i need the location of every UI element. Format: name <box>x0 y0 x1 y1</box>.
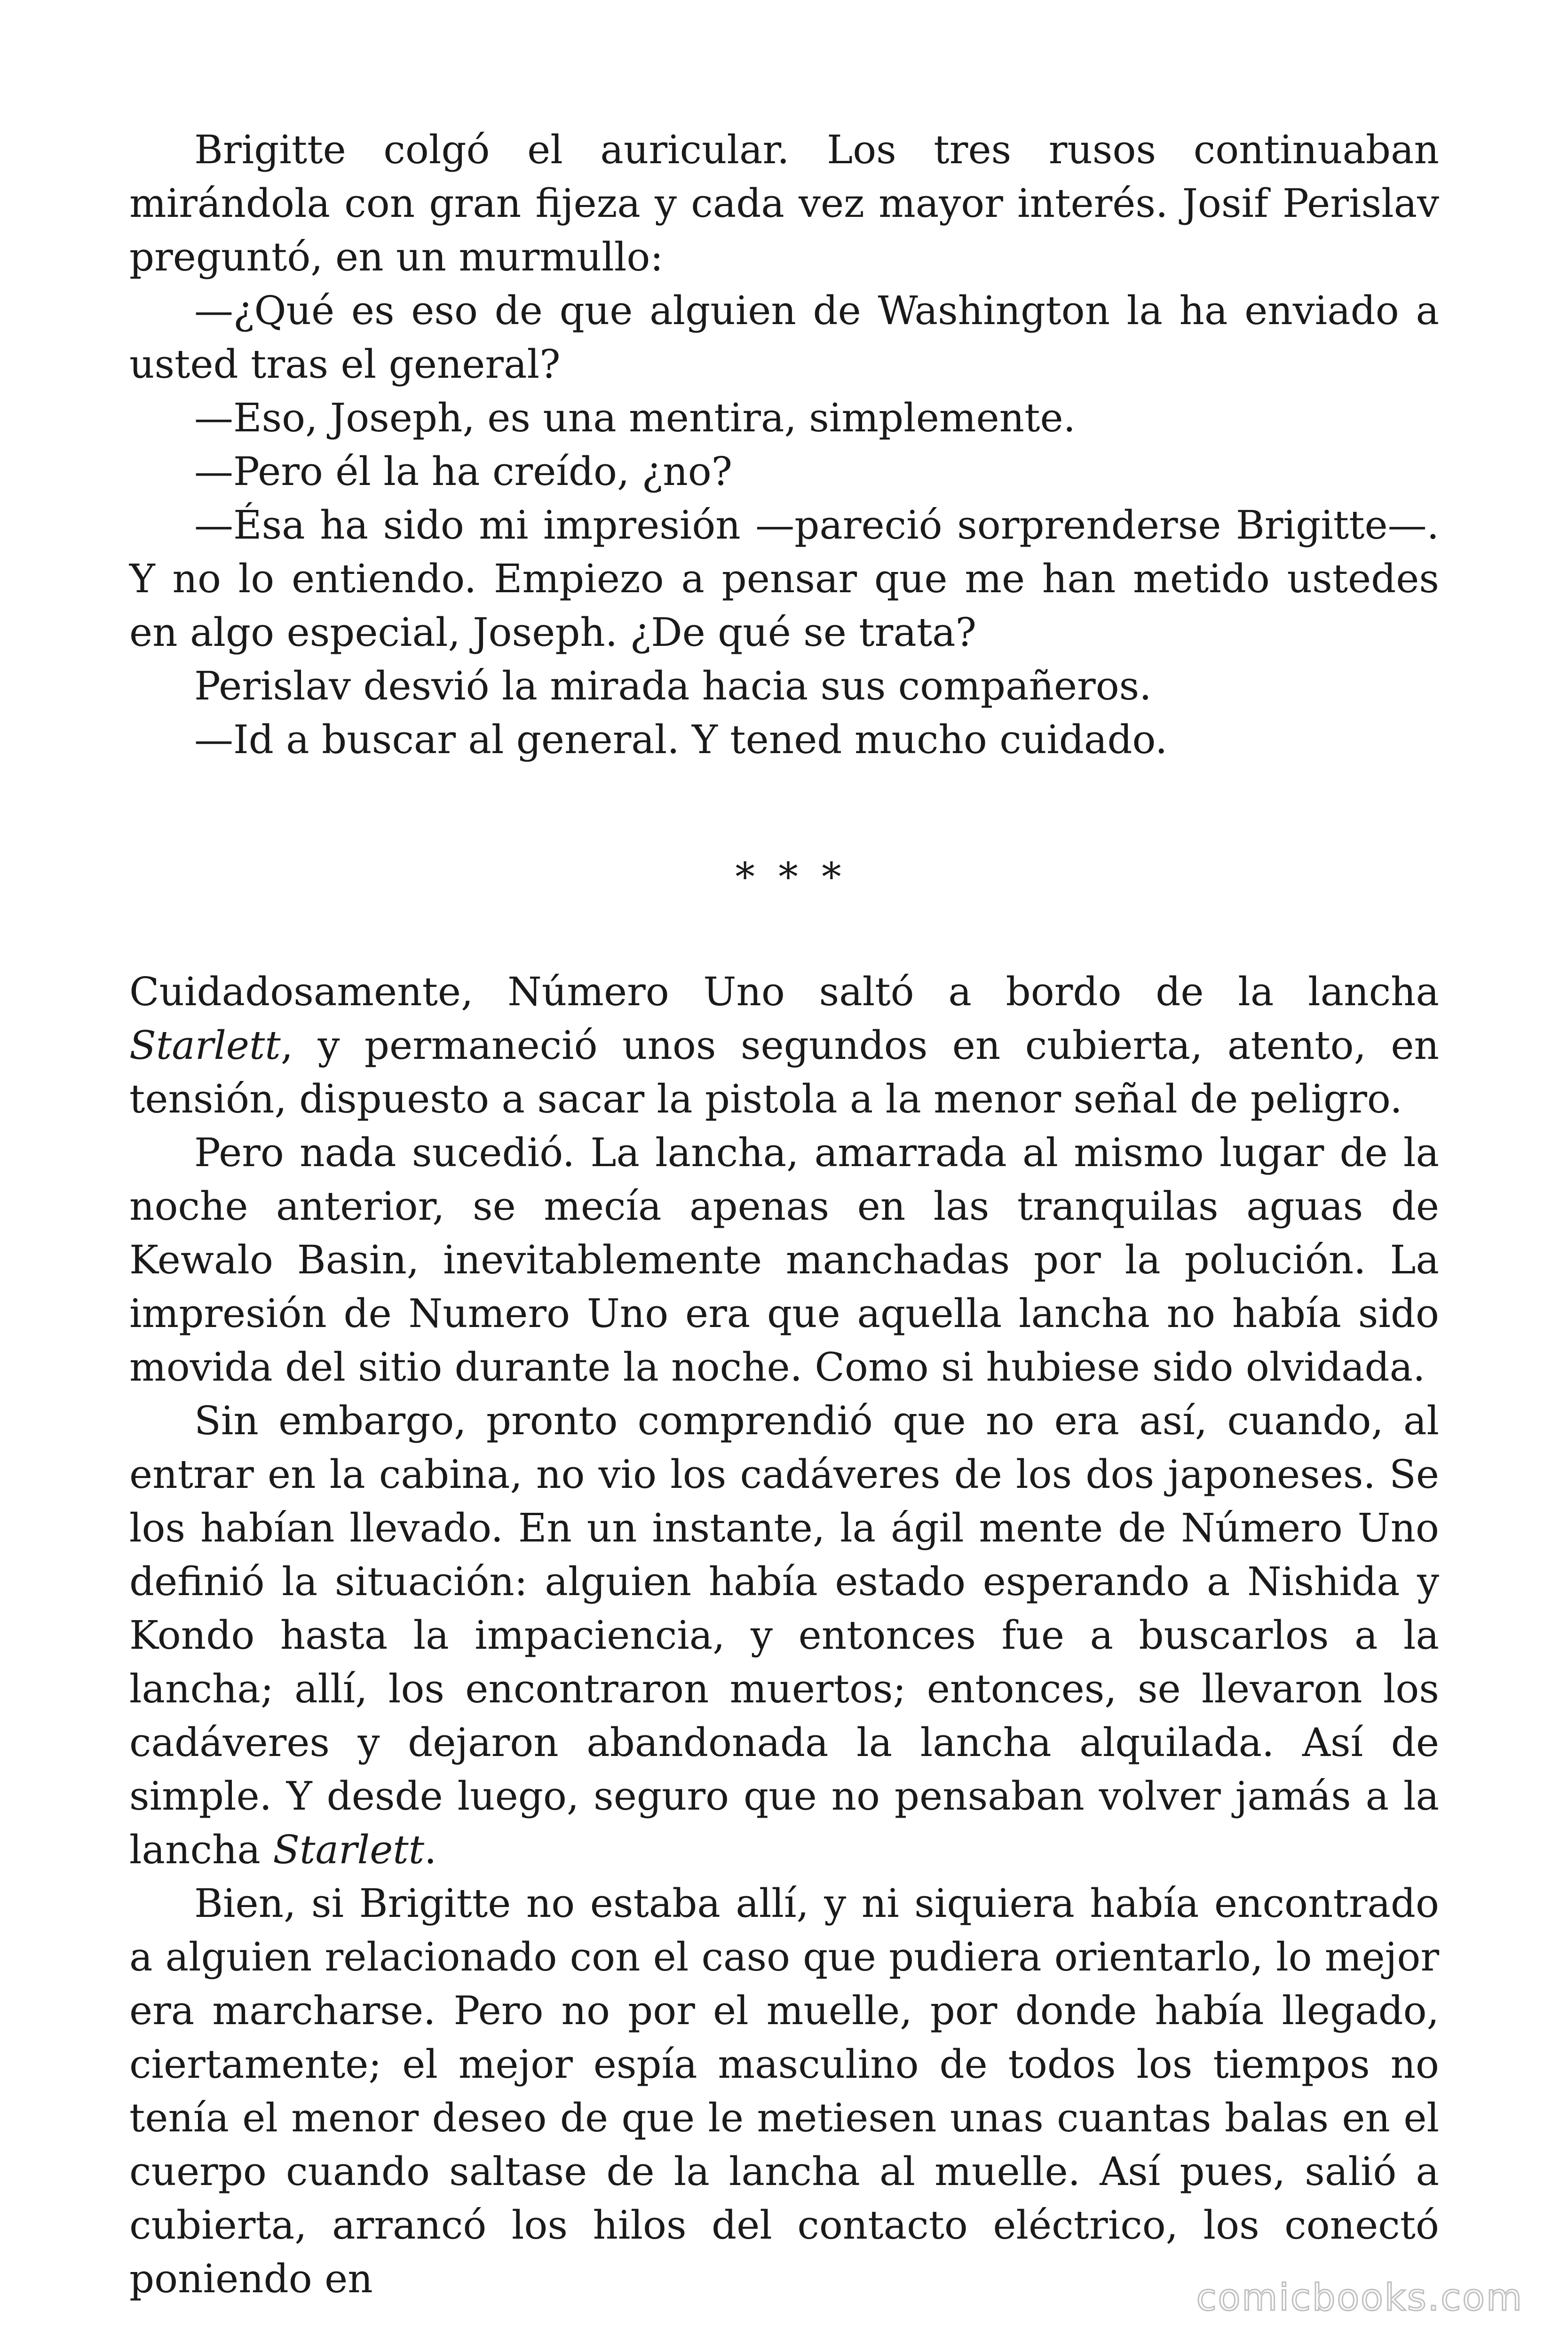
paragraph: Pero nada sucedió. La lancha, amarrada al mismo lugar de la noche anterior, se mecía apenas en las tranquilas aguas de Kewalo Basin, inevitablemente manchadas por la polución. La impresión de Numero Uno era que aquella lancha no había sido movida del sitio durante la noche. Como si hubiese sido olvidada. <box>129 1130 1439 1390</box>
boat-name: Starlett <box>129 1023 281 1068</box>
paragraph-text: Cuidadosamente, Número Uno saltó a bordo de la lancha <box>129 969 1439 1015</box>
text-section-1 <box>129 123 1439 767</box>
paragraph-text: , y permaneció unos segundos en cubierta, atento, en tensión, dispuesto a sacar la pistola a la menor señal de peligro. <box>129 1023 1439 1122</box>
dialogue-line: —Pero él la ha creído, ¿no? <box>194 449 733 494</box>
dialogue-line: —Eso, Joseph, es una mentira, simplemente. <box>194 395 1076 441</box>
boat-name: Starlett <box>273 1827 425 1873</box>
paragraph: Perislav desvió la mirada hacia sus compañeros. <box>194 663 1152 709</box>
paragraph: Brigitte colgó el auricular. Los tres rusos continuaban mirándola con gran fijeza y cada vez mayor interés. Josif Perislav preguntó, en un murmullo: <box>129 127 1439 280</box>
dialogue-line: —Ésa ha sido mi impresión —pareció sorprenderse Brigitte—. Y no lo entiendo. Empiezo a pensar que me han metido ustedes en algo especial, Joseph. ¿De qué se trata? <box>129 502 1439 655</box>
dialogue-line: —Id a buscar al general. Y tened mucho cuidado. <box>194 717 1168 763</box>
paragraph <box>129 965 1439 1126</box>
paragraph <box>129 1394 1439 1877</box>
paragraph: Bien, si Brigitte no estaba allí, y ni siquiera había encontrado a alguien relacionado con el caso que pudiera orientarlo, lo mejor era marcharse. Pero no por el muelle, por donde había llegado, ciertamente; el mejor espía masculino de todos los tiempos no tenía el menor deseo de que le metiesen unas cuantas balas en el cuerpo cuando saltase de la lancha al muelle. Así pues, salió a cubierta, arrancó los hilos del contacto eléctrico, los conectó poniendo en <box>129 1881 1439 2302</box>
watermark: comicbooks.com <box>1196 2277 1523 2319</box>
text-section-2 <box>129 965 1439 2306</box>
paragraph-text: Sin embargo, pronto comprendió que no era así, cuando, al entrar en la cabina, no vio los cadáveres de los dos japoneses. Se los habían llevado. En un instante, la ágil mente de Número Uno definió la situación: alguien había estado esperando a Nishida y Kondo hasta la impaciencia, y entonces fue a buscarlos a la lancha; allí, los encontraron muertos; entonces, se llevaron los cadáveres y dejaron abandonada la lancha alquilada. Así de simple. Y desde luego, seguro que no pensaban volver jamás a la lancha <box>129 1398 1439 1873</box>
scene-break: * * * <box>735 854 847 900</box>
paragraph-text: . <box>424 1827 437 1873</box>
dialogue-line: —¿Qué es eso de que alguien de Washington la ha enviado a usted tras el general? <box>129 288 1439 387</box>
